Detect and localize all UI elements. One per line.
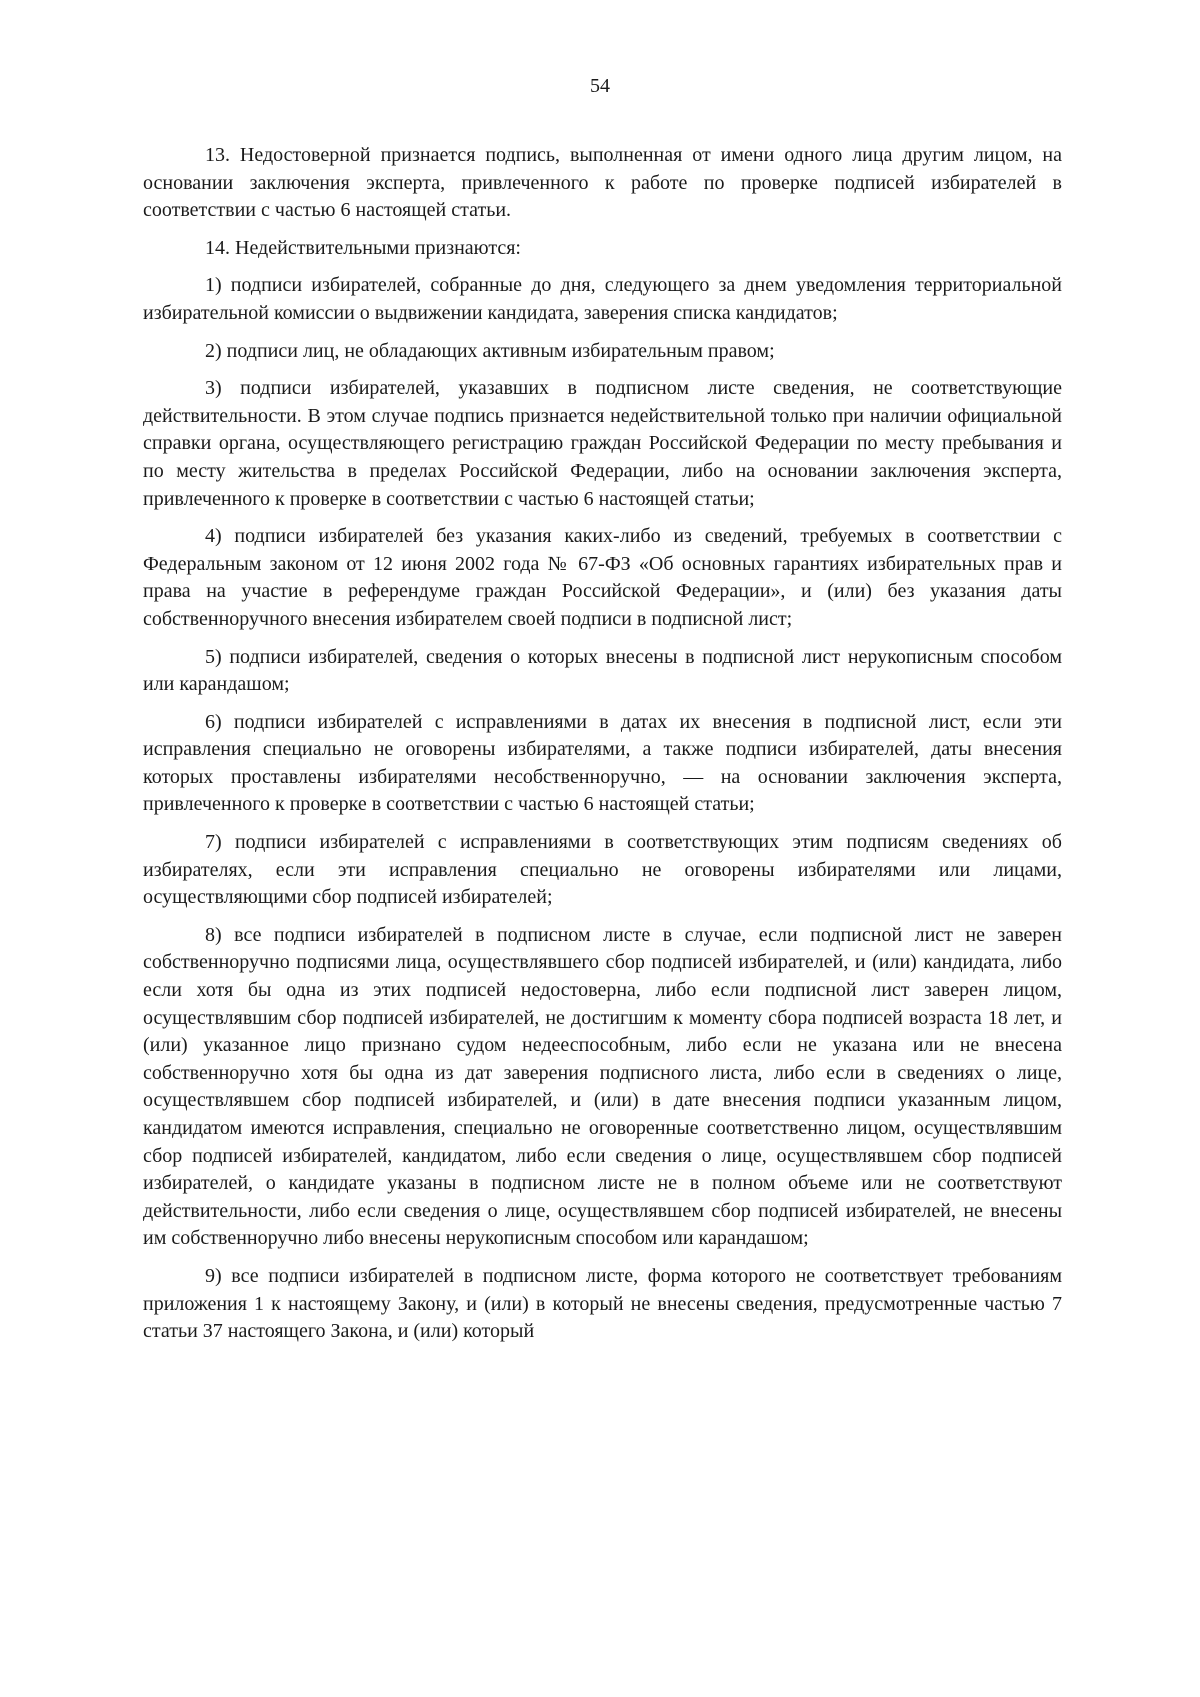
list-item-4: 4) подписи избирателей без указания каких-либо из сведений, требуемых в соответствии с Федеральным законом от 12 июня 2002 года № 67-ФЗ «Об основных гарантиях избирательных прав и права на участие в референдуме граждан Российской Федерации», и (или) без указания даты собственноручного внесения избирателем своей подписи в подписной лист; xyxy=(143,525,1062,630)
list-item-2: 2) подписи лиц, не обладающих активным избирательным правом; xyxy=(205,339,775,362)
page-number: 54 xyxy=(590,75,610,97)
list-item-9: 9) все подписи избирателей в подписном листе, форма которого не соответствует требованиям приложения 1 к настоящему Закону, и (или) в который не внесены сведения, предусмотренные частью 7 статьи 37 настоящего Закона, и (или) который xyxy=(143,1264,1062,1343)
paragraph-14: 14. Недействительными признаются: xyxy=(205,236,521,259)
list-item-8: 8) все подписи избирателей в подписном листе в случае, если подписной лист не заверен собственноручно подписями лица, осуществлявшего сбор подписей избирателей, и (или) кандидата, либо если хотя бы одна из этих подписей недостоверна, либо если подписной лист заверен лицом, осуществлявшим сбор подписей избирателей, не достигшим к моменту сбора подписей возраста 18 лет, и (или) указанное лицо признано судом недееспособным, либо если не указана или не внесена собственноручно хотя бы одна из дат заверения подписного листа, либо если в сведениях о лице, осуществлявшем сбор подписей избирателей, и (или) в дате внесения подписи указанным лицом, кандидатом имеются исправления, специально не оговоренные соответственно лицом, осуществлявшим сбор подписей избирателей, кандидатом, либо если сведения о лице, осуществлявшем сбор подписей избирателей, о кандидате указаны в подписном листе не в полном объеме или не соответствуют действительности, либо если сведения о лице, осуществлявшем сбор подписей избирателей, не внесены им собственноручно либо внесены нерукописным способом или карандашом; xyxy=(143,923,1062,1250)
list-item-1: 1) подписи избирателей, собранные до дня, следующего за днем уведомления территориальной избирательной комиссии о выдвижении кандидата, заверения списка кандидатов; xyxy=(143,274,1062,324)
list-item-5: 5) подписи избирателей, сведения о которых внесены в подписной лист нерукописным способом или карандашом; xyxy=(143,645,1062,696)
list-item-3: 3) подписи избирателей, указавших в подписном листе сведения, не соответствующие действительности. В этом случае подпись признается недействительной только при наличии официальной справки органа, осуществляющего регистрацию граждан Российской Федерации по месту пребывания и по месту жительства в пределах Российской Федерации, либо на основании заключения эксперта, привлеченного к проверке в соответствии с частью 6 настоящей статьи; xyxy=(143,377,1062,510)
list-item-7: 7) подписи избирателей с исправлениями в соответствующих этим подписям сведениях об избирателях, если эти исправления специально не оговорены избирателями или лицами, осуществляющими сбор подписей избирателей; xyxy=(143,831,1062,909)
paragraph-13: 13. Недостоверной признается подпись, выполненная от имени одного лица другим лицом, на основании заключения эксперта, привлеченного к работе по проверке подписей избирателей в соответствии с частью 6 настоящей статьи. xyxy=(143,144,1062,222)
document-body xyxy=(143,142,1062,1356)
list-item-6: 6) подписи избирателей с исправлениями в датах их внесения в подписной лист, если эти исправления специально не оговорены избирателями, а также подписи избирателей, даты внесения которых проставлены избирателями несобственноручно, — на основании заключения эксперта, привлеченного к проверке в соответствии с частью 6 настоящей статьи; xyxy=(143,710,1062,816)
